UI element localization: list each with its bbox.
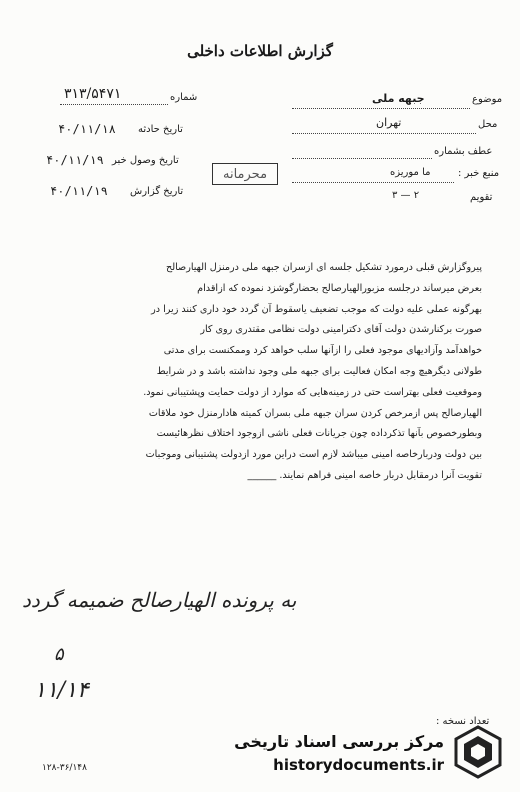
source-dotline xyxy=(292,182,454,183)
body-line: پیروگزارش قبلی درمورد تشکیل جلسه ای ازسران جبهه ملی درمنزل الهیارصالح xyxy=(166,262,482,273)
number-value: ۳۱۳/۵۴۷۱ xyxy=(64,86,122,102)
rating-value: ۳ — ۲ xyxy=(392,190,420,201)
report-date-label: تاریخ گزارش xyxy=(130,186,184,197)
body-line: الهیارصالح پس ازمرخص کردن سران جبهه ملی بسران کمیته هادارمنزل خود ملاقات xyxy=(148,407,482,419)
report-body xyxy=(37,258,482,487)
source-label: منبع خبر : xyxy=(458,168,500,179)
copies-label: تعداد نسخه : xyxy=(436,716,490,727)
number-dotline xyxy=(60,104,168,105)
ref-label: عطف بشماره xyxy=(434,146,493,157)
body-line: بین دولت ودربارخاصه امینی میباشد لازم است دراین مورد ازدولت پشتیبانی وموجبات xyxy=(145,449,482,461)
confidential-stamp: محرمانه xyxy=(212,163,278,185)
body-line: وبطورخصوص بآنها تذکرداده چون جریانات فعلی ناشی ازوجود اختلاف نظرهائیست xyxy=(156,428,482,440)
place-value: تهران xyxy=(376,116,402,129)
rating-label: تقویم xyxy=(470,192,493,203)
place-label: محل xyxy=(478,119,498,130)
archive-logo-icon xyxy=(450,724,506,780)
body-line: بهرگونه عملی علیه دولت که موجب تضعیف یاسقوط آن گردد خود داری کنند زیرا در xyxy=(151,303,482,315)
form-code: ۱۲۸-۳۶/۱۴۸ xyxy=(42,763,87,773)
subject-label: موضوع xyxy=(472,94,503,105)
ref-dotline xyxy=(292,158,432,159)
archive-url: historydocuments.ir xyxy=(273,756,444,774)
handwritten-note: به پرونده الهیارصالح ضمیمه گردد xyxy=(22,588,297,612)
report-date-value: ۴۰/۱۱/۱۹ xyxy=(50,184,108,198)
source-value: ما موریزه xyxy=(390,167,431,178)
handwritten-date: ۱۱/۱۴ xyxy=(34,678,89,703)
archive-org-name: مرکز بررسی اسناد تاریخی xyxy=(234,732,444,751)
receive-date-label: تاریخ وصول خبر xyxy=(112,155,179,166)
receive-date-value: ۴۰/۱۱/۱۹ xyxy=(46,153,104,167)
body-line: صورت برکنارشدن دولت آقای دکترامینی دولت نظامی مقتدری روی کار xyxy=(200,324,482,336)
handwritten-initials: ۵ xyxy=(54,644,64,665)
body-line: وموقعیت فعلی بهتراست حتی در زمینه‌هایی که موارد از دولت حمایت وپشتیبانی نمود. xyxy=(143,386,482,398)
place-dotline xyxy=(292,133,476,134)
subject-dotline xyxy=(292,108,470,109)
body-line: بعرض میرساند درجلسه مزبورالهیارصالح بحضارگوشزد نموده که ازاقدام xyxy=(197,282,482,294)
number-label: شماره xyxy=(170,92,198,103)
archive-watermark xyxy=(234,722,510,784)
event-date-value: ۴۰/۱۱/۱۸ xyxy=(58,122,116,136)
body-line: تقویت آنرا درمقابل دربار خاصه امینی فراهم نمایند. ______ xyxy=(247,469,482,481)
subject-value: جبهه ملی xyxy=(372,92,425,105)
page-title: گزارش اطلاعات داخلی xyxy=(187,42,333,60)
body-line: طولانی دیگرهیچ وجه امکان فعالیت برای جبهه ملی وجود نداشته باشد و در شرایط xyxy=(156,365,482,377)
body-line: خواهدآمد وآزادیهای موجود فعلی را ازآنها سلب خواهد کرد وممکنست برای مدتی xyxy=(163,345,482,357)
event-date-label: تاریخ حادثه xyxy=(138,124,183,135)
